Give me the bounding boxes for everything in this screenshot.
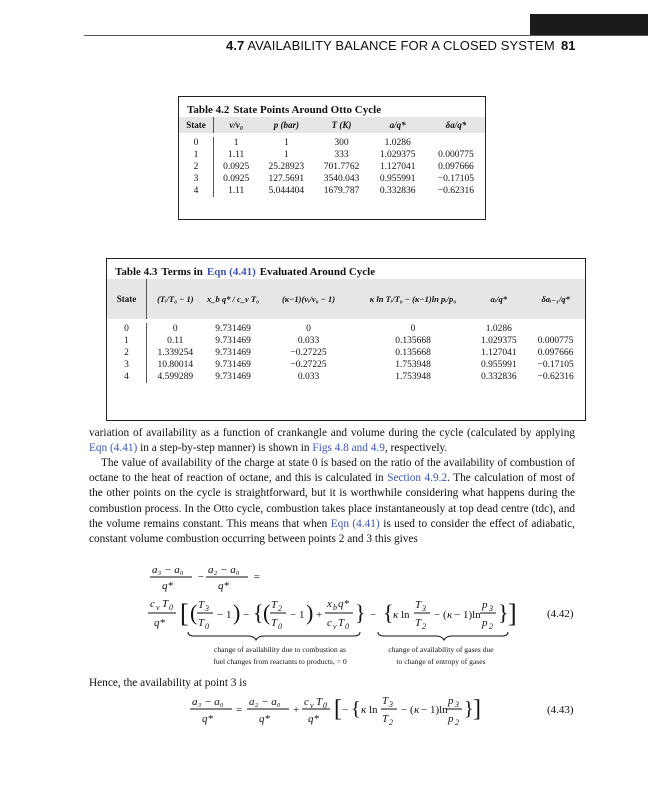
svg-text:v: v <box>333 622 337 631</box>
svg-text:0: 0 <box>278 622 282 631</box>
svg-text:+: + <box>316 609 323 621</box>
svg-text:− (: − ( <box>401 704 414 716</box>
table-cell: 1 <box>124 336 129 346</box>
table-cell: 0.097666 <box>438 162 474 172</box>
table-cell: −0.17105 <box>437 174 474 184</box>
svg-text:x: x <box>327 598 332 610</box>
table-cell: 1.029375 <box>480 336 517 346</box>
svg-text:v: v <box>156 603 160 612</box>
table-4-2 <box>178 96 486 220</box>
svg-text:v: v <box>310 701 314 710</box>
table-cell: 1.753948 <box>395 372 431 382</box>
table-4-3 <box>106 258 586 421</box>
table-4-2-body <box>179 133 485 197</box>
svg-text:a₃ − a₀: a₃ − a₀ <box>152 564 184 576</box>
svg-text:b: b <box>333 603 337 612</box>
table-cell: −0.62316 <box>537 372 574 382</box>
svg-text:p: p <box>448 713 454 725</box>
table-row <box>107 359 585 371</box>
table-cell: 1.0286 <box>485 324 512 334</box>
col-header: x_b q* / c_v T₀ <box>207 294 260 304</box>
col-header: κ ln Tᵢ/T₀ − (κ−1)ln pᵢ/p₀ <box>369 294 457 304</box>
svg-text:T: T <box>198 599 205 611</box>
table-cell: 0.955991 <box>379 174 416 184</box>
svg-text:−: − <box>243 609 250 621</box>
svg-text:a₂ − a₀: a₂ − a₀ <box>208 564 240 576</box>
svg-text:ln: ln <box>401 609 410 621</box>
svg-text:q*: q* <box>259 713 270 725</box>
table-cell: 0.000775 <box>438 150 474 160</box>
svg-text:p: p <box>448 695 454 707</box>
table-cell: 1.127041 <box>379 162 416 172</box>
svg-text:): ) <box>306 600 314 625</box>
table-cell: 0 <box>124 324 129 334</box>
svg-text:κ: κ <box>393 609 399 621</box>
table-cell: 1 <box>283 138 289 148</box>
table-cell: −0.62316 <box>437 186 474 196</box>
table-row <box>179 137 485 149</box>
svg-text:3: 3 <box>489 604 493 613</box>
table-cell: 1.127041 <box>480 348 517 358</box>
table-row <box>179 173 485 185</box>
table-row <box>179 185 485 197</box>
svg-text:a₂ − a₀: a₂ − a₀ <box>249 696 281 708</box>
table-4-3-caption: Table 4.3 Terms in Eqn (4.41) Evaluated Around Cycle <box>115 266 376 278</box>
equation-number: (4.42) <box>547 608 574 620</box>
table-cell: 1679.787 <box>323 186 360 196</box>
svg-text:T: T <box>162 598 169 610</box>
svg-text:[: [ <box>180 599 189 628</box>
paragraph: Hence, the availability at point 3 is <box>89 677 247 689</box>
section-link[interactable]: Section 4.9.2 <box>387 472 448 485</box>
table-cell: 10.80014 <box>146 359 203 371</box>
table-cell: 300 <box>334 138 349 148</box>
table-cell: 4.599289 <box>146 371 203 383</box>
col-header: p (bar) <box>273 120 299 130</box>
col-header: a/q* <box>389 120 406 130</box>
svg-text:T: T <box>338 617 345 629</box>
table-cell: 127.5691 <box>268 174 305 184</box>
svg-text:T: T <box>271 617 278 629</box>
figure-link[interactable]: Figs 4.8 and 4.9 <box>312 442 385 455</box>
table-cell: 3540.043 <box>323 174 360 184</box>
table-cell: 0.955991 <box>480 360 517 370</box>
brace-note-combustion: change of availability due to combustion as fuel changes from reactants to products, = 0 <box>213 645 347 666</box>
table-cell: 1.029375 <box>379 150 416 160</box>
col-header: T (K) <box>331 120 352 130</box>
svg-text:−: − <box>197 571 205 583</box>
svg-text:0: 0 <box>345 622 349 631</box>
svg-text:c: c <box>327 617 332 629</box>
svg-text:T: T <box>382 713 389 725</box>
equation-number: (4.43) <box>547 704 574 716</box>
svg-text:q*: q* <box>218 580 229 592</box>
svg-text:2: 2 <box>455 718 459 727</box>
table-row <box>107 347 585 359</box>
table-cell: 0.332836 <box>480 372 517 382</box>
col-header: v/v₀ <box>214 117 259 133</box>
col-header: δa/q* <box>445 120 467 130</box>
table-cell: 0 <box>410 324 416 334</box>
table-cell: 0.135668 <box>395 348 431 358</box>
equation-4-43 <box>190 694 600 730</box>
table-cell: 3 <box>124 360 129 370</box>
svg-text:+: + <box>293 704 300 716</box>
paragraph: variation of availability as a function of crankangle and volume during the cycle (calculated by applying Eqn (4.41) in a step-by-step manner) is shown in Figs 4.8 and 4.9, respectively. <box>89 427 575 455</box>
svg-text:3: 3 <box>422 604 426 613</box>
table-cell <box>526 323 585 335</box>
brace-note-entropy: change of availability of gases due to change of entropy of gases <box>388 645 494 666</box>
table-4-3-grid <box>107 279 585 383</box>
table-cell: 9.731469 <box>215 336 251 346</box>
svg-text:q*: q* <box>308 713 319 725</box>
table-cell: 0.0925 <box>214 173 259 185</box>
svg-text:2: 2 <box>422 622 426 631</box>
svg-text:c: c <box>150 598 155 610</box>
table-cell: 2 <box>124 348 129 358</box>
svg-text:{: { <box>351 698 361 720</box>
svg-text:κ: κ <box>447 609 453 621</box>
svg-text:2: 2 <box>278 604 282 613</box>
paragraph: The value of availability of the charge at state 0 is based on the ratio of the availability of combustion of octane to the heat of reaction of octane, and this is calculated in Section 4.9.2. The calculation of most of the other points on the cycle is straightforward, but it is worthwhile considering what happens during the combustion process. In the Otto cycle, combustion takes place instantaneously at top dead centre (tdc), and the volume remains constant. This means that when Eqn (4.41) is used to consider the effect of adiabatic, constant volume combustion occurring between points 2 and 3 this gives <box>89 457 576 546</box>
table-row <box>107 335 585 347</box>
table-cell: 0.11 <box>146 335 203 347</box>
svg-text:− 1)ln: − 1)ln <box>454 609 481 621</box>
table-cell: 333 <box>334 150 349 160</box>
table-cell: 0.000775 <box>537 336 574 346</box>
svg-text:}: } <box>355 600 366 625</box>
table-header-row <box>107 279 585 319</box>
table-cell <box>427 137 485 149</box>
table-cell: 0.332836 <box>379 186 416 196</box>
table-4-2-grid <box>179 117 485 197</box>
col-header: aᵢ/q* <box>490 294 508 304</box>
table-row <box>107 371 585 383</box>
table-cell: 701.7762 <box>323 162 360 172</box>
table-row <box>107 323 585 335</box>
svg-text:}: } <box>464 698 474 720</box>
table-cell: 1.753948 <box>395 360 431 370</box>
svg-text:T: T <box>382 695 389 707</box>
table-cell: 2 <box>193 162 199 172</box>
svg-text:]: ] <box>508 599 517 628</box>
svg-text:−: − <box>370 609 377 621</box>
table-cell: 9.731469 <box>215 348 251 358</box>
eqn-link[interactable]: Eqn (4.41) <box>330 517 380 530</box>
table-cell: −0.27225 <box>290 348 327 358</box>
page-number: 81 <box>561 38 576 53</box>
table-cell: 1.339254 <box>146 347 203 359</box>
svg-text:κ: κ <box>414 704 420 716</box>
table-cell: 1.0286 <box>384 138 411 148</box>
table-cell: 1 <box>283 150 289 160</box>
table-header-row <box>179 117 485 133</box>
svg-text:T: T <box>415 617 422 629</box>
table-cell: 0.135668 <box>395 336 431 346</box>
equation-4-42 <box>140 562 600 674</box>
svg-text:− 1: − 1 <box>217 609 232 621</box>
svg-text:c: c <box>304 696 309 708</box>
table-cell: 9.731469 <box>215 324 251 334</box>
svg-text:q*: q* <box>202 713 213 725</box>
svg-text:p: p <box>482 617 488 629</box>
running-header <box>226 38 555 53</box>
svg-text:− 1: − 1 <box>290 609 305 621</box>
table-cell: −0.27225 <box>290 360 327 370</box>
svg-text:T: T <box>316 696 323 708</box>
table-cell: 9.731469 <box>215 360 251 370</box>
table-cell: 0.033 <box>297 372 320 382</box>
svg-text:q*: q* <box>338 598 349 610</box>
svg-text:[: [ <box>334 696 342 722</box>
section-number: 4.7 <box>226 38 245 53</box>
svg-text:− (: − ( <box>434 609 447 621</box>
chapter-section-title: AVAILABILITY BALANCE FOR A CLOSED SYSTEM <box>247 38 555 53</box>
svg-text:T: T <box>198 617 205 629</box>
table-4-2-caption: Table 4.2 State Points Around Otto Cycle <box>187 104 382 116</box>
col-header: (Tᵢ/T₀ − 1) <box>146 279 203 319</box>
svg-text:0: 0 <box>169 603 173 612</box>
svg-text:=: = <box>236 704 243 716</box>
svg-text:ln: ln <box>369 704 378 716</box>
col-header: δaᵢ₋₁/q* <box>541 293 570 304</box>
svg-text:κ: κ <box>361 704 367 716</box>
table-cell: 1 <box>193 150 199 160</box>
table-cell: 1.11 <box>214 149 259 161</box>
table-cell: 4 <box>193 186 199 196</box>
col-header-state: State <box>116 294 137 304</box>
table-cell: 1 <box>214 137 259 149</box>
table-cell: 9.731469 <box>215 372 251 382</box>
table-cell: 0 <box>146 323 203 335</box>
header-rule <box>84 35 648 36</box>
table-cell: 0.097666 <box>537 348 574 358</box>
table-cell: 0 <box>193 138 199 148</box>
svg-text:T: T <box>271 599 278 611</box>
svg-text:a₃ − a₀: a₃ − a₀ <box>192 696 224 708</box>
col-header: State <box>186 120 206 130</box>
svg-text:q*: q* <box>154 617 165 629</box>
svg-text:0: 0 <box>323 701 327 710</box>
table-cell: 5.044404 <box>268 186 305 196</box>
svg-text:0: 0 <box>205 622 209 631</box>
svg-text:(: ( <box>263 600 271 625</box>
svg-text:q*: q* <box>162 580 173 592</box>
svg-text:T: T <box>415 599 422 611</box>
svg-text:=: = <box>253 571 261 583</box>
svg-text:3: 3 <box>205 604 209 613</box>
table-cell: 0 <box>306 324 311 334</box>
table-row <box>179 149 485 161</box>
table-4-3-body <box>107 319 585 383</box>
svg-text:−: − <box>342 704 349 716</box>
table-cell: 25.28923 <box>268 162 305 172</box>
svg-text:): ) <box>233 600 241 625</box>
equation-4-43-graphic <box>190 694 490 730</box>
svg-text:]: ] <box>473 696 481 722</box>
table-row <box>179 161 485 173</box>
header-tab-block <box>530 14 648 36</box>
table-cell: 0.033 <box>297 336 320 346</box>
svg-text:3: 3 <box>455 700 459 709</box>
eqn-link[interactable]: Eqn (4.41) <box>206 266 256 278</box>
table-cell: 3 <box>193 174 199 184</box>
svg-text:2: 2 <box>489 622 493 631</box>
svg-text:− 1)ln: − 1)ln <box>421 704 448 716</box>
table-cell: −0.17105 <box>537 360 574 370</box>
svg-text:2: 2 <box>389 718 393 727</box>
svg-text:{: { <box>253 600 264 625</box>
svg-text:3: 3 <box>389 700 393 709</box>
table-cell: 1.11 <box>214 185 259 197</box>
svg-text:{: { <box>383 600 394 625</box>
svg-text:(: ( <box>190 600 198 625</box>
eqn-link[interactable]: Eqn (4.41) <box>89 442 138 455</box>
table-cell: 4 <box>124 372 129 382</box>
table-cell: 0.0925 <box>214 161 259 173</box>
svg-text:p: p <box>482 599 488 611</box>
col-header: (κ−1)(vᵢ/v₀ − 1) <box>281 294 336 304</box>
svg-text:}: } <box>498 600 509 625</box>
